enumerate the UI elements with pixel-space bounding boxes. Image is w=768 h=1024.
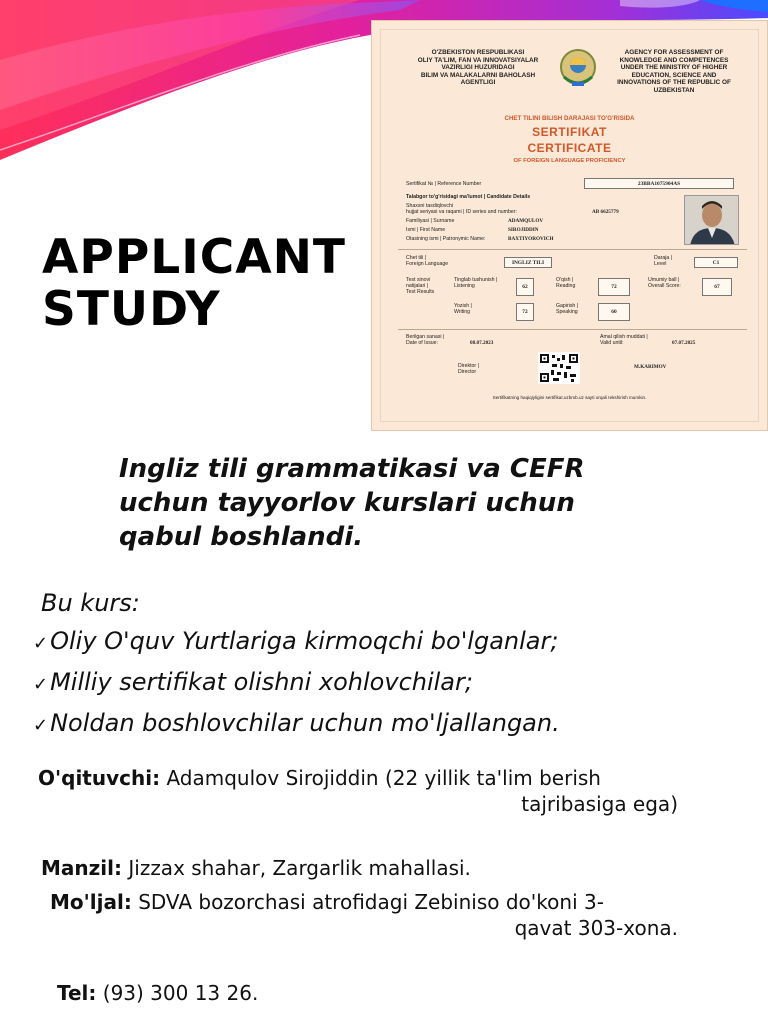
firstname-value: SIROJIDDIN	[508, 227, 539, 233]
director-name: M.KARIMOV	[634, 364, 667, 370]
header-left-line: VAZIRLIGI HUZURIDAGI	[441, 64, 515, 72]
checkmark-icon: ✓	[33, 715, 49, 736]
header-right-line: AGENCY FOR ASSESSMENT OF	[624, 49, 724, 56]
language-label-line: Foreign Language	[406, 261, 449, 268]
id-label-line: hujjat seriyasi va raqami | ID series and number:	[406, 209, 517, 216]
qr-code-icon	[538, 352, 580, 384]
ref-value: 23BBA1075904AS	[584, 178, 734, 189]
header-left-line: OLIY TA'LIM, FAN VA INNOVATSIYALAR	[417, 56, 539, 64]
patronymic-label: Otasining ismi | Patronymic Name:	[406, 236, 486, 242]
phone-label: Tel:	[57, 981, 97, 1005]
results-label-line: Test sinovi	[406, 277, 431, 283]
landmark-label: Mo'ljal:	[50, 890, 132, 914]
results-label-line: natijalari |	[406, 283, 429, 290]
director-label	[458, 363, 479, 375]
list-item-text: Oliy O'quv Yurtlariga kirmoqchi bo'lganlar;	[50, 627, 559, 655]
level-label-line: Level	[654, 261, 667, 268]
certificate-footer: Sertifikatning haqiqiyligini sertifikat.uzbmb.uz sayti orqali tekshirish mumkin.	[492, 395, 647, 400]
speaking-label	[556, 303, 578, 315]
intro-line: qabul boshlandi.	[119, 522, 364, 552]
slide-title	[42, 232, 372, 336]
surname-value: ADAMQULOV	[508, 218, 544, 224]
divider	[398, 249, 747, 250]
valid-label-line: Valid until:	[600, 340, 624, 347]
surname-label: Familiyasi | Surname	[406, 218, 455, 224]
language-label-line: Chet tili |	[406, 255, 427, 261]
intro-heading	[119, 452, 719, 554]
teacher-line-2: tajribasiga ega)	[521, 792, 678, 816]
header-right-line: INNOVATIONS OF THE REPUBLIC OF	[617, 79, 731, 87]
certificate-subtitle: CHET TILINI BILISH DARAJASI TO'G'RISIDA	[504, 115, 635, 122]
listening-label	[454, 277, 497, 289]
writing-label-line: Yozish |	[454, 303, 472, 309]
header-left-line: O'ZBEKISTON RESPUBLIKASI	[431, 49, 525, 56]
uzbekistan-emblem-icon	[558, 47, 598, 91]
listening-score: 62	[516, 278, 534, 296]
certificate-title-sub: OF FOREIGN LANGUAGE PROFICIENCY	[513, 158, 626, 164]
director-label-line: Director	[458, 369, 477, 376]
overall-score: 67	[702, 278, 732, 296]
speaking-label-line: Gapirish |	[556, 303, 579, 309]
list-item	[33, 622, 763, 663]
patronymic-value: BAXTIYOROVICH	[508, 236, 554, 242]
listening-label-line: Listening	[454, 283, 475, 290]
language-label	[406, 255, 448, 267]
header-left-line: BILIM VA MALAKALARNI BAHOLASH	[420, 71, 536, 79]
candidate-label: Talabgor to'g'risidagi ma'lumot | Candidate Details	[406, 194, 531, 200]
id-value: AB 6625779	[592, 209, 619, 215]
header-left-line: AGENTLIGI	[460, 79, 496, 87]
certificate-header-left	[398, 49, 558, 87]
header-right-line: UNDER THE MINISTRY OF HIGHER	[620, 64, 728, 72]
list-item	[33, 663, 763, 704]
writing-score: 72	[516, 303, 534, 321]
certificate-title-en: CERTIFICATE	[527, 141, 612, 155]
reading-score: 72	[598, 278, 630, 296]
address-text: Jizzax shahar, Zargarlik mahallasi.	[128, 856, 471, 880]
issue-label-line: Date of Issue:	[406, 340, 439, 347]
header-right-line: UZBEKISTAN	[653, 86, 695, 94]
issue-label	[406, 334, 444, 346]
listening-label-line: Tinglab tushunish |	[454, 277, 498, 283]
valid-date: 07.07.2025	[672, 340, 696, 346]
phone-info	[57, 980, 258, 1006]
overall-label-line: Overall Score:	[648, 283, 681, 290]
id-label	[406, 203, 517, 215]
speaking-label-line: Speaking	[556, 309, 578, 316]
results-label	[406, 277, 434, 296]
speaking-score: 60	[598, 303, 630, 321]
valid-label	[600, 334, 648, 346]
header-right-line: KNOWLEDGE AND COMPETENCES	[619, 56, 729, 64]
title-line-1: APPLICANT	[42, 230, 346, 285]
checkmark-icon: ✓	[33, 633, 49, 654]
overall-label-line: Umumiy ball |	[648, 277, 680, 283]
divider	[398, 329, 747, 330]
reading-label-line: O'qish |	[556, 277, 574, 283]
landmark-info	[30, 889, 678, 941]
issue-date: 08.07.2023	[470, 340, 494, 346]
course-intro: Bu kurs:	[41, 589, 140, 617]
reading-label-line: Reading	[556, 283, 576, 290]
teacher-line-1	[30, 765, 678, 791]
certificate-header-right	[600, 49, 748, 95]
landmark-line-1	[30, 889, 678, 915]
candidate-photo	[684, 195, 739, 245]
overall-label	[648, 277, 681, 289]
firstname-label: Ismi | First Name	[406, 227, 446, 233]
phone-number: (93) 300 13 26.	[102, 981, 259, 1005]
teacher-info	[30, 765, 678, 817]
landmark-text: SDVA bozorchasi atrofidagi Zebiniso do'koni 3-	[138, 890, 604, 914]
address-label: Manzil:	[41, 856, 122, 880]
level-value: C1	[694, 257, 738, 268]
certificate-image	[371, 20, 768, 431]
course-points-list	[33, 622, 763, 745]
valid-label-line: Amal qilish muddati |	[600, 334, 648, 340]
landmark-line-2: qavat 303-xona.	[514, 916, 678, 940]
certificate-title-uz: SERTIFIKAT	[532, 125, 607, 139]
level-label-line: Daraja |	[654, 255, 673, 261]
writing-label-line: Writing	[454, 309, 471, 316]
results-label-line: Test Results	[406, 289, 435, 296]
writing-label	[454, 303, 472, 315]
header-right-line: EDUCATION, SCIENCE AND	[631, 71, 717, 79]
id-label-line: Shaxsni tasdiqlovchi	[406, 203, 454, 209]
issue-label-line: Berilgan sanasi |	[406, 334, 445, 340]
address-info	[41, 855, 701, 881]
checkmark-icon: ✓	[33, 674, 49, 695]
level-label	[654, 255, 672, 267]
teacher-text: Adamqulov Sirojiddin (22 yillik ta'lim berish	[166, 766, 601, 790]
teacher-label: O'qituvchi:	[38, 766, 161, 790]
title-line-2: STUDY	[42, 282, 221, 337]
list-item-text: Milliy sertifikat olishni xohlovchilar;	[50, 668, 473, 696]
intro-line: uchun tayyorlov kurslari uchun	[119, 488, 575, 518]
ref-label: Sertifikat № | Reference Number	[406, 181, 482, 187]
director-label-line: Direktor |	[458, 363, 479, 369]
intro-line: Ingliz tili grammatikasi va CEFR	[119, 454, 585, 484]
person-photo-icon	[685, 196, 739, 245]
list-item-text: Noldan boshlovchilar uchun mo'ljallangan.	[50, 709, 560, 737]
language-value: INGLIZ TILI	[504, 257, 552, 268]
reading-label	[556, 277, 575, 289]
list-item	[33, 704, 763, 745]
